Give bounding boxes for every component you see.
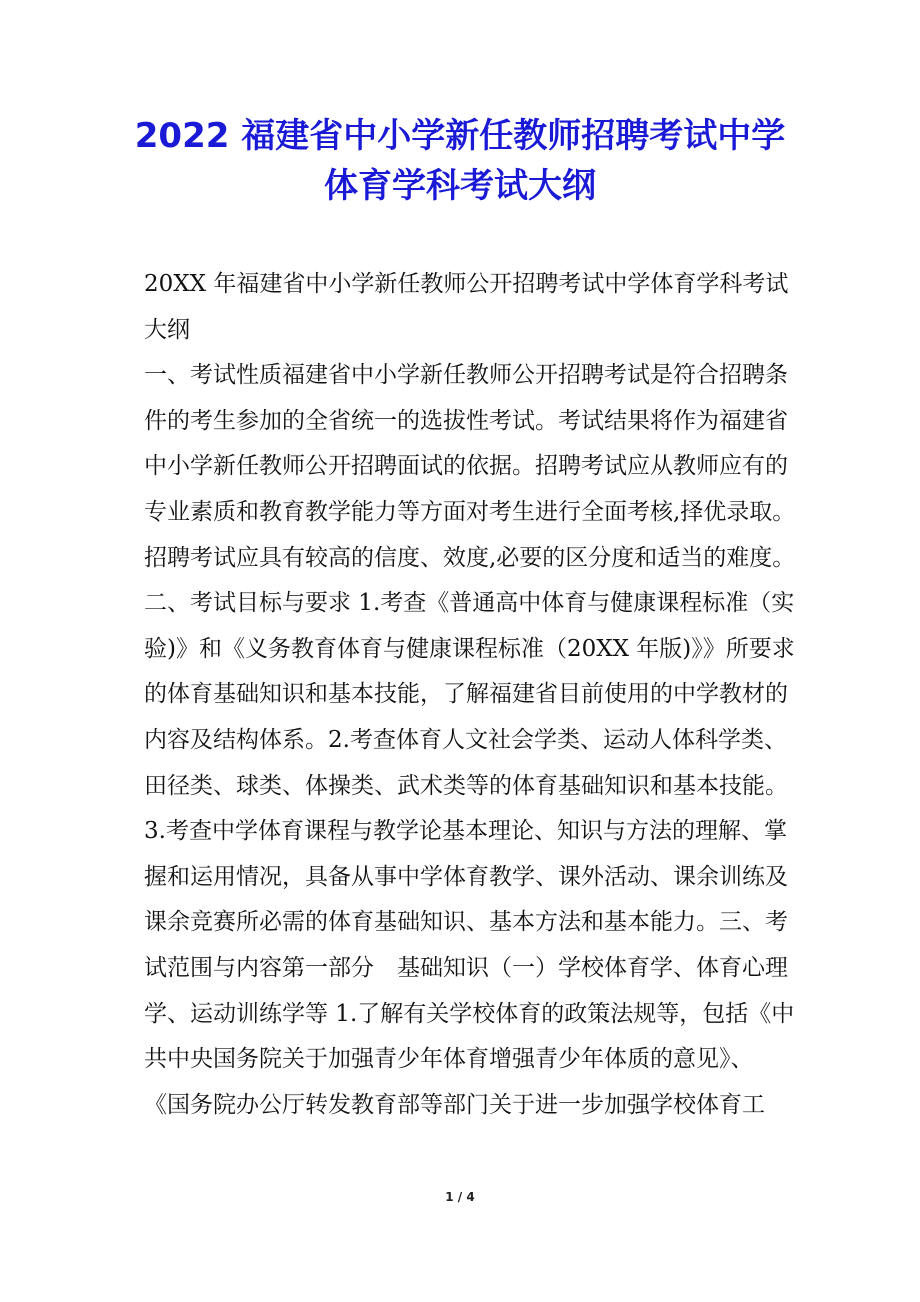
- body-line: 一、考试性质福建省中小学新任教师公开招聘考试是符合招聘条: [144, 362, 788, 389]
- body-line: 试范围与内容第一部分 基础知识（一）学校体育学、体育心理: [144, 954, 788, 981]
- body-line: 握和运用情况，具备从事中学体育教学、课外活动、课余训练及: [144, 863, 788, 890]
- body-line: 验)》和《义务教育体育与健康课程标准（20XX 年版)》》所要求: [144, 635, 795, 662]
- body-line: 件的考生参加的全省统一的选拔性考试。考试结果将作为福建省: [144, 407, 788, 434]
- document-title-line-2: 体育学科考试大纲: [324, 166, 596, 206]
- body-line: 专业素质和教育教学能力等方面对考生进行全面考核,择优录取。: [144, 498, 796, 525]
- body-line: 共中央国务院关于加强青少年体育增强青少年体质的意见》、: [144, 1046, 754, 1073]
- page-number: 1 / 4: [445, 1190, 475, 1204]
- body-line: 3.考查中学体育课程与教学论基本理论、知识与方法的理解、掌: [144, 818, 787, 845]
- document-title-line-1: 2022 福建省中小学新任教师招聘考试中学: [134, 116, 786, 156]
- body-line: 《国务院办公厅转发教育部等部门关于进一步加强学校体育工: [144, 1091, 765, 1118]
- document-body: [144, 262, 804, 1128]
- body-line: 的体育基础知识和基本技能，了解福建省目前使用的中学教材的: [144, 681, 788, 708]
- body-line: 20XX 年福建省中小学新任教师公开招聘考试中学体育学科考试: [144, 271, 789, 297]
- body-line: 二、考试目标与要求 1.考查《普通高中体育与健康课程标准（实: [144, 590, 795, 617]
- body-line: 田径类、球类、体操类、武术类等的体育基础知识和基本技能。: [144, 772, 788, 799]
- body-line: 课余竞赛所必需的体育基础知识、基本方法和基本能力。三、考: [144, 909, 788, 936]
- body-line: 学、运动训练学等 1.了解有关学校体育的政策法规等，包括《中: [144, 1000, 795, 1027]
- body-line: 中小学新任教师公开招聘面试的依据。招聘考试应从教师应有的: [144, 453, 788, 480]
- body-line: 大纲: [144, 316, 190, 343]
- body-line: 招聘考试应具有较高的信度、效度,必要的区分度和适当的难度。: [144, 544, 796, 571]
- body-line: 内容及结构体系。2.考查体育人文社会学类、运动人体科学类、: [144, 726, 787, 753]
